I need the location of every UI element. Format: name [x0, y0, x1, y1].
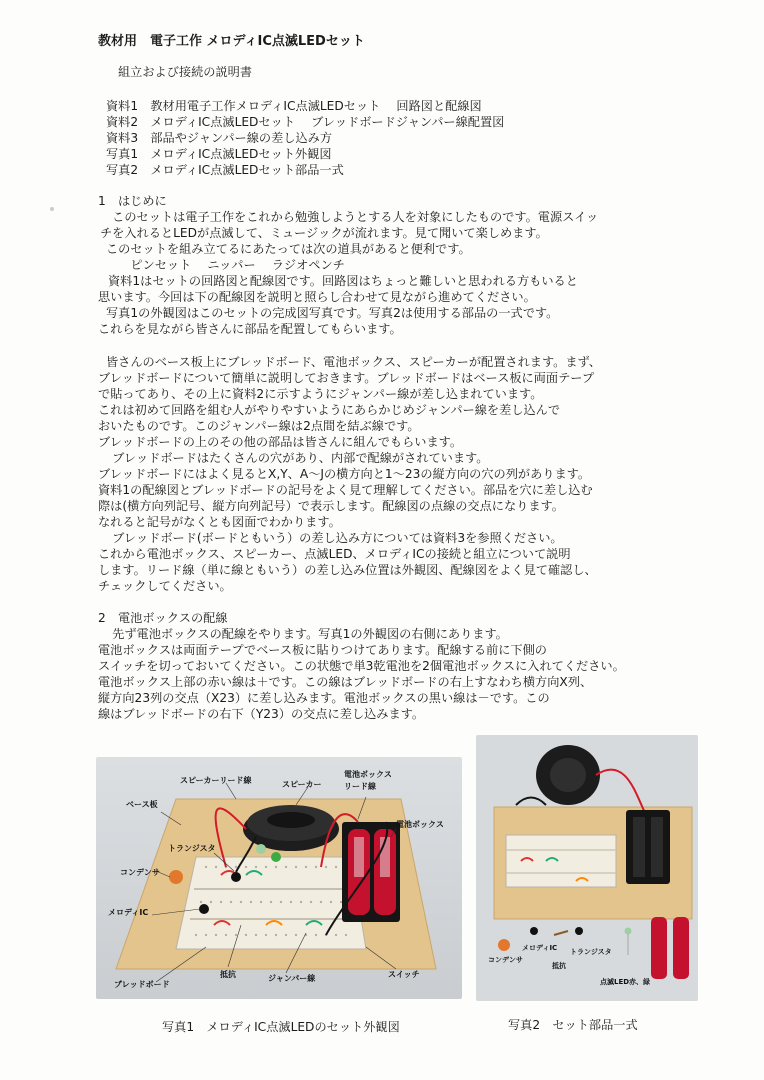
- section-heading: 2 電池ボックスの配線: [98, 611, 228, 625]
- label-jumper-wire: ジャンパー線: [268, 974, 316, 983]
- contents-item: 資料1 教材用電子工作メロディIC点滅LEDセット 回路図と配線図: [106, 99, 482, 113]
- paragraph-line: これから電池ボックス、スピーカー、点滅LED、メロディICの接続と組立について説明: [98, 547, 571, 561]
- photo-kit-parts: [476, 735, 698, 1001]
- photo-assembled-kit-illustration: [96, 757, 462, 999]
- paragraph-line: スイッチを切っておいてください。この状態で単3乾電池を2個電池ボックスに入れてください。: [98, 659, 625, 673]
- paragraph-line: チェックしてください。: [98, 579, 232, 593]
- paragraph-line: 資料1はセットの回路図と配線図です。回路図はちょっと難しいと思われる方もいると: [108, 274, 578, 288]
- paragraph-line: 際は(横方向列記号、縦方向列記号）で表示します。配線図の点線の交点になります。: [98, 499, 564, 513]
- label-transistor: トランジスタ: [168, 844, 216, 853]
- photo1-caption: 写真1 メロディIC点滅LEDのセット外観図: [162, 1020, 400, 1034]
- document-title: 教材用 電子工作 メロディIC点滅LEDセット: [98, 34, 365, 49]
- paragraph-line: 皆さんのベース板上にブレッドボード、電池ボックス、スピーカーが配置されます。まず、: [106, 355, 601, 369]
- paragraph-line: 電池ボックス上部の赤い線は＋です。この線はブレッドボードの右上すなわち横方向X列、: [98, 675, 593, 689]
- paragraph-line: 電池ボックスは両面テープでベース板に貼りつけてあります。配線する前に下側の: [98, 643, 547, 657]
- contents-item: 写真1 メロディIC点滅LEDセット外観図: [106, 147, 332, 161]
- contents-item: 資料2 メロディIC点滅LEDセット ブレッドボードジャンパー線配置図: [106, 115, 505, 129]
- paragraph-line: なれると記号がなくとも図面でわかります。: [98, 515, 341, 529]
- photo2-caption: 写真2 セット部品一式: [508, 1018, 638, 1032]
- contents-item: 資料3 部品やジャンパー線の差し込み方: [106, 131, 333, 145]
- paragraph-line: ブレッドボードにはよく見るとX,Y、A～Jの横方向と1～23の縦方向の穴の列があります。: [98, 467, 591, 481]
- paragraph-line: ブレッドボードはたくさんの穴があり、内部で配線がされています。: [100, 451, 489, 465]
- label-speaker-lead: スピーカーリード線: [180, 776, 252, 785]
- paragraph-line: 先ず電池ボックスの配線をやります。写真1の外観図の右側にあります。: [100, 627, 508, 641]
- contents-item: 写真2 メロディIC点滅LEDセット部品一式: [106, 163, 344, 177]
- paragraph-line: ブレッドボード(ボードともいう）の差し込み方については資料3を参照ください。: [100, 531, 563, 545]
- paragraph-line: 線はブレッドボードの右下（Y23）の交点に差し込みます。: [98, 707, 425, 721]
- label-transistor: トランジスタ: [570, 948, 612, 956]
- paragraph-line: 思います。今回は下の配線図を説明と照らし合わせて見ながら進めてください。: [98, 290, 536, 304]
- paragraph-line: ブレッドボードの上のその他の部品は皆さんに組んでもらいます。: [98, 435, 463, 449]
- paragraph-line: これは初めて回路を組む人がやりやすいようにあらかじめジャンパー線を差し込んで: [98, 403, 561, 417]
- paragraph-line: 写真1の外観図はこのセットの完成図写真です。写真2は使用する部品の一式です。: [106, 306, 559, 320]
- label-breadboard: ブレッドボード: [114, 980, 170, 989]
- label-melody-ic: メロディIC: [522, 944, 558, 952]
- label-capacitor: コンデンサ: [120, 868, 160, 877]
- section-heading: 1 はじめに: [98, 194, 167, 208]
- label-resistor: 抵抗: [220, 970, 236, 979]
- label-capacitor: コンデンサ: [488, 956, 523, 964]
- paragraph-line: チを入れるとLEDが点滅して、ミュージックが流れます。見て聞いて楽しめます。: [100, 226, 548, 240]
- label-resistor: 抵抗: [552, 962, 566, 970]
- paragraph-line: ブレッドボードについて簡単に説明しておきます。ブレッドボードはベース板に両面テープ: [98, 371, 595, 385]
- paragraph-line: 資料1の配線図とブレッドボードの記号をよく見て理解してください。部品を穴に差し込む: [98, 483, 593, 497]
- photo-assembled-kit: [96, 757, 462, 999]
- document-subtitle: 組立および接続の説明書: [118, 65, 253, 79]
- paragraph-line: このセットを組み立てるにあたっては次の道具があると便利です。: [106, 242, 471, 256]
- label-switch: スイッチ: [388, 970, 420, 979]
- paragraph-line: で貼ってあり、その上に資料2に示すようにジャンパー線が差し込まれています。: [98, 387, 543, 401]
- paragraph-line: 縦方向23列の交点（X23）に差し込みます。電池ボックスの黒い線は－です。この: [98, 691, 550, 705]
- label-base-board: ベース板: [126, 800, 158, 809]
- paragraph-line: これらを見ながら皆さんに部品を配置してもらいます。: [98, 322, 402, 336]
- paragraph-line: おいたものです。このジャンパー線は2点間を結ぶ線です。: [98, 419, 420, 433]
- label-battery-box: 電池ボックス: [396, 820, 444, 829]
- label-melody-ic: メロディIC: [108, 908, 149, 917]
- label-led: 点滅LED赤、緑: [600, 978, 651, 986]
- label-battery-lead: 電池ボックス リード線: [344, 770, 392, 791]
- paragraph-line: します。リード線（単に線ともいう）の差し込み位置は外観図、配線図をよく見て確認し、: [98, 563, 597, 577]
- paragraph-line: このセットは電子工作をこれから勉強しようとする人を対象にしたものです。電源スイッ: [100, 210, 599, 224]
- scan-speck: [50, 207, 54, 211]
- label-speaker: スピーカー: [282, 780, 322, 789]
- tools-list: ピンセット ニッパー ラジオペンチ: [106, 258, 345, 272]
